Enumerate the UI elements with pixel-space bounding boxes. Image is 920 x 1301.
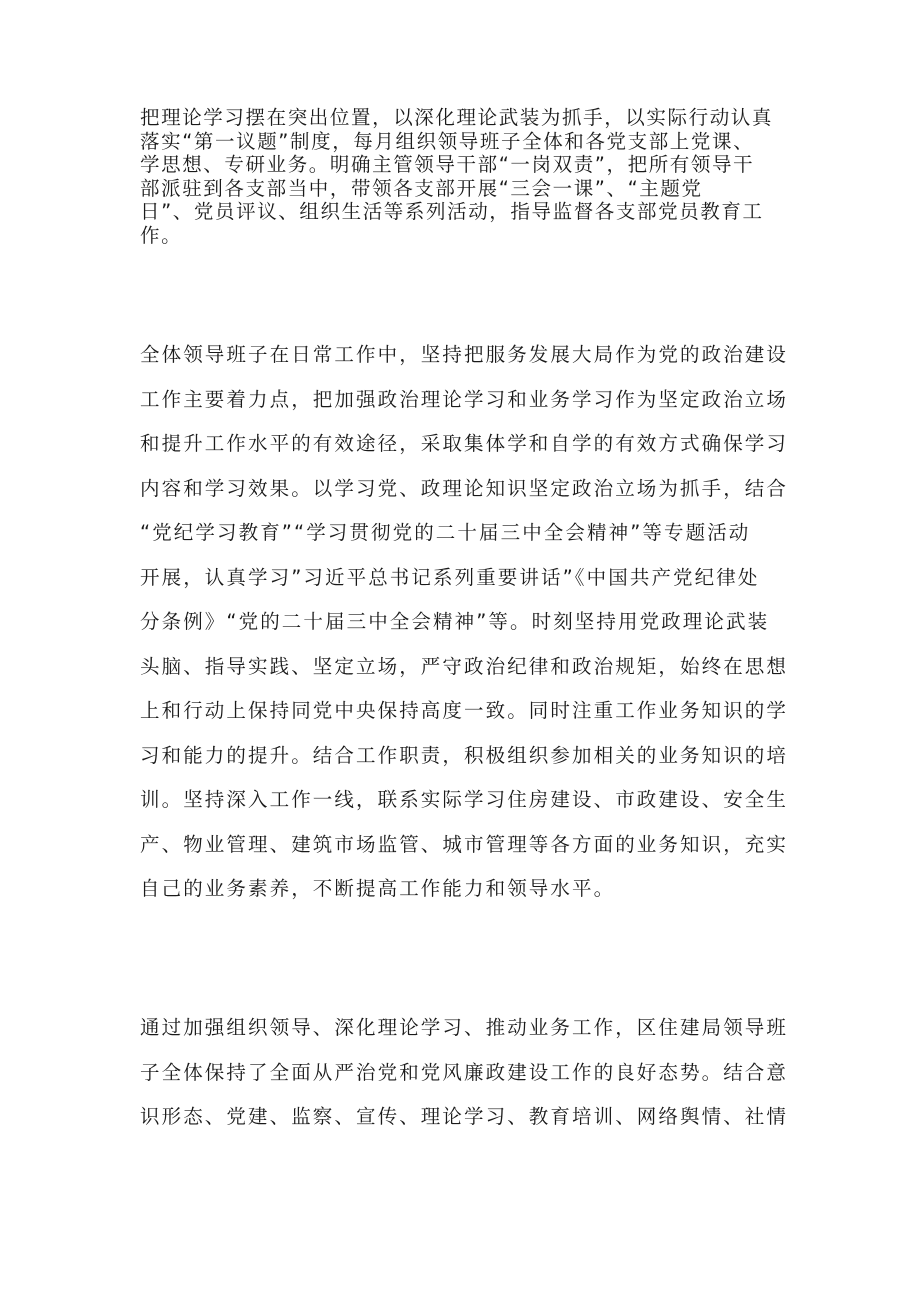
text-line: 落实“第一议题”制度，每月组织领导班子全体和各党支部上党课、 xyxy=(140,129,755,153)
text-line: 习和能力的提升。结合工作职责，积极组织参加相关的业务知识的培 xyxy=(140,743,789,767)
text-line: 训。坚持深入工作一线，联系实际学习住房建设、市政建设、安全生 xyxy=(140,788,789,811)
text-line: 识形态、党建、监察、宣传、理论学习、教育培训、网络舆情、社情 xyxy=(140,1105,789,1128)
paragraph-results-summary xyxy=(140,1006,800,1140)
text-line: 作。 xyxy=(140,223,183,247)
text-line: 开展，认真学习”习近平总书记系列重要讲话”《中国共产党纪律处 xyxy=(140,565,760,589)
text-line: 全体领导班子在日常工作中，坚持把服务发展大局作为党的政治建设 xyxy=(140,343,789,366)
text-line: 子全体保持了全面从严治党和党风廉政建设工作的良好态势。结合意 xyxy=(140,1060,789,1084)
paragraph-theory-study xyxy=(140,106,800,247)
text-line: 头脑、指导实践、坚定立场，严守政治纪律和政治规矩，始终在思想 xyxy=(140,654,789,678)
text-line: 和提升工作水平的有效途径，采取集体学和自学的有效方式确保学习 xyxy=(140,432,789,455)
text-line: 内容和学习效果。以学习党、政理论知识坚定政治立场为抓手，结合 xyxy=(140,476,789,500)
text-line: 把理论学习摆在突出位置，以深化理论武装为抓手，以实际行动认真 xyxy=(140,106,774,129)
text-line: “党纪学习教育”“学习贯彻党的二十届三中全会精神”等专题活动 xyxy=(140,521,751,544)
text-line: 上和行动上保持同党中央保持高度一致。同时注重工作业务知识的学 xyxy=(140,699,789,722)
text-line: 日”、党员评议、组织生活等系列活动，指导监督各支部党员教育工 xyxy=(140,200,764,223)
text-line: 部派驻到各支部当中，带领各支部开展“三会一课”、“主题党 xyxy=(140,176,703,200)
text-line: 自己的业务素养，不断提高工作能力和领导水平。 xyxy=(140,877,616,900)
text-line: 通过加强组织领导、深化理论学习、推动业务工作，区住建局领导班 xyxy=(140,1016,789,1039)
text-line: 学思想、专研业务。明确主管领导干部“一岗双责”，把所有领导干 xyxy=(140,153,755,176)
text-line: 工作主要着力点，把加强政治理论学习和业务学习作为坚定政治立场 xyxy=(140,387,789,411)
text-line: 产、物业管理、建筑市场监管、城市管理等各方面的业务知识，充实 xyxy=(140,832,789,856)
paragraph-leadership-work xyxy=(140,333,800,912)
text-line: 分条例》“党的二十届三中全会精神”等。时刻坚持用党政理论武装 xyxy=(140,610,770,633)
